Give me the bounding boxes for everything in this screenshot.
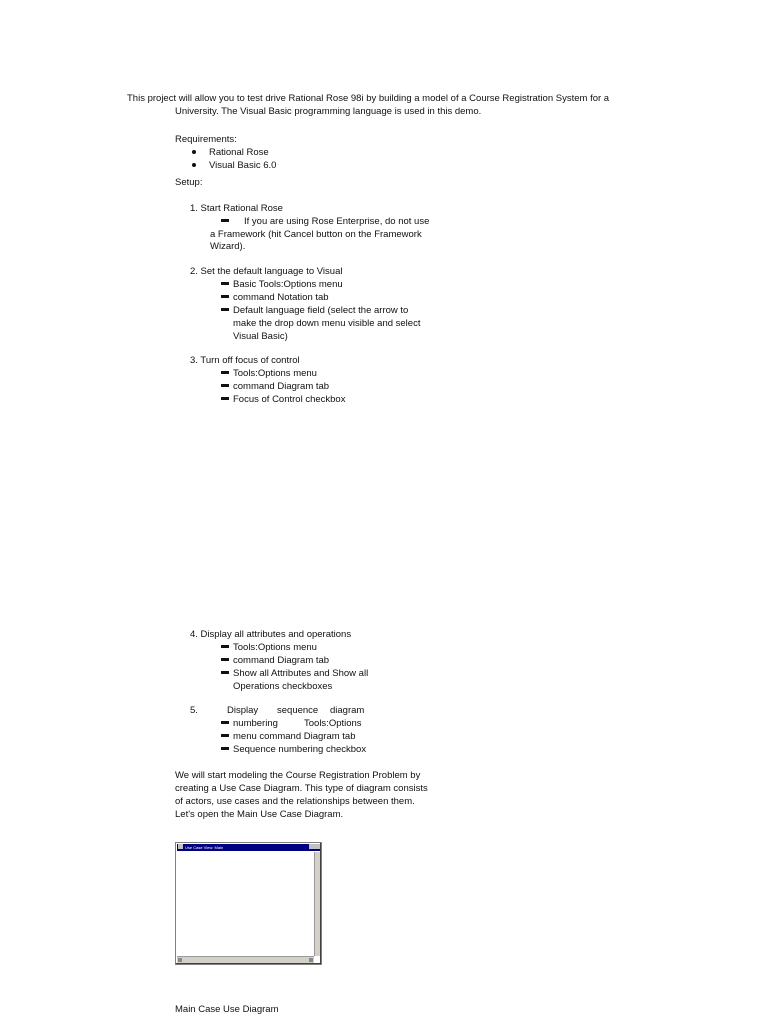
dash-bullet-icon [221, 645, 229, 648]
step-4-title: 4. Display all attributes and operations [190, 629, 352, 640]
window-title-bar [177, 844, 320, 851]
window-system-icon [178, 844, 183, 849]
dash-bullet-icon [221, 219, 229, 222]
dash-bullet-icon [221, 384, 229, 387]
modeling-paragraph-line: of actors, use cases and the relationships between them. [175, 796, 415, 807]
step-1-title: 1. Start Rational Rose [190, 203, 283, 214]
dash-bullet-icon [221, 747, 229, 750]
setup-heading: Setup: [175, 177, 203, 188]
dash-bullet-icon [221, 734, 229, 737]
step-5-line: Sequence numbering checkbox [233, 744, 367, 755]
window-title: Use Case View: Main [185, 845, 224, 850]
step-5-line: menu command Diagram tab [233, 731, 356, 742]
step-5-number: 5. [190, 705, 198, 716]
dash-bullet-icon [221, 371, 229, 374]
dash-bullet-icon [221, 282, 229, 285]
bullet-icon [192, 150, 196, 154]
step-5-title-word: Display [227, 705, 259, 716]
use-case-diagram-screenshot [175, 842, 322, 965]
step-2-line: Basic Tools:Options menu [233, 279, 343, 290]
step-2-line: Visual Basic) [233, 331, 288, 342]
step-5-line: numbering [233, 718, 278, 729]
step-4-line: Tools:Options menu [233, 642, 317, 653]
step-3-line: Focus of Control checkbox [233, 394, 346, 405]
requirement-item: Rational Rose [209, 147, 269, 158]
step-3-title: 3. Turn off focus of control [190, 355, 300, 366]
step-3-line: Tools:Options menu [233, 368, 317, 379]
step-2-line: Default language field (select the arrow to [233, 305, 409, 316]
dash-bullet-icon [221, 397, 229, 400]
vertical-scrollbar [314, 852, 320, 956]
requirements-heading: Requirements: [175, 134, 237, 145]
step-5-title-word: sequence [277, 705, 319, 716]
bullet-icon [192, 163, 196, 167]
step-1-line: a Framework (hit Cancel button on the Framework [210, 229, 422, 240]
modeling-paragraph-line: We will start modeling the Course Registration Problem by [175, 770, 421, 781]
step-5-line: Tools:Options [304, 718, 362, 729]
step-3-line: command Diagram tab [233, 381, 330, 392]
dash-bullet-icon [221, 658, 229, 661]
step-4-line: command Diagram tab [233, 655, 330, 666]
intro-line-1: This project will allow you to test drive Rational Rose 98i by building a model of a Course Registration System for a [127, 93, 610, 104]
step-5-title-word: diagram [330, 705, 365, 716]
dash-bullet-icon [221, 671, 229, 674]
step-2-line: command Notation tab [233, 292, 329, 303]
step-4-line: Operations checkboxes [233, 681, 333, 692]
step-1-line: If you are using Rose Enterprise, do not use [244, 216, 430, 227]
intro-line-2: University. The Visual Basic programming language is used in this demo. [175, 106, 482, 117]
dash-bullet-icon [221, 308, 229, 311]
modeling-paragraph-line: creating a Use Case Diagram. This type of diagram consists [175, 783, 428, 794]
window-control-buttons-icon [309, 844, 320, 849]
requirement-item: Visual Basic 6.0 [209, 160, 277, 171]
step-2-line: make the drop down menu visible and select [233, 318, 421, 329]
scroll-right-arrow-icon [309, 958, 313, 962]
dash-bullet-icon [221, 295, 229, 298]
step-2-title: 2. Set the default language to Visual [190, 266, 343, 277]
horizontal-scrollbar [177, 956, 314, 963]
step-1-line: Wizard). [210, 241, 246, 252]
modeling-paragraph-line: Let's open the Main Use Case Diagram. [175, 809, 344, 820]
step-4-line: Show all Attributes and Show all [233, 668, 369, 679]
dash-bullet-icon [221, 721, 229, 724]
figure-caption: Main Case Use Diagram [175, 1004, 279, 1015]
scroll-left-arrow-icon [178, 958, 182, 962]
